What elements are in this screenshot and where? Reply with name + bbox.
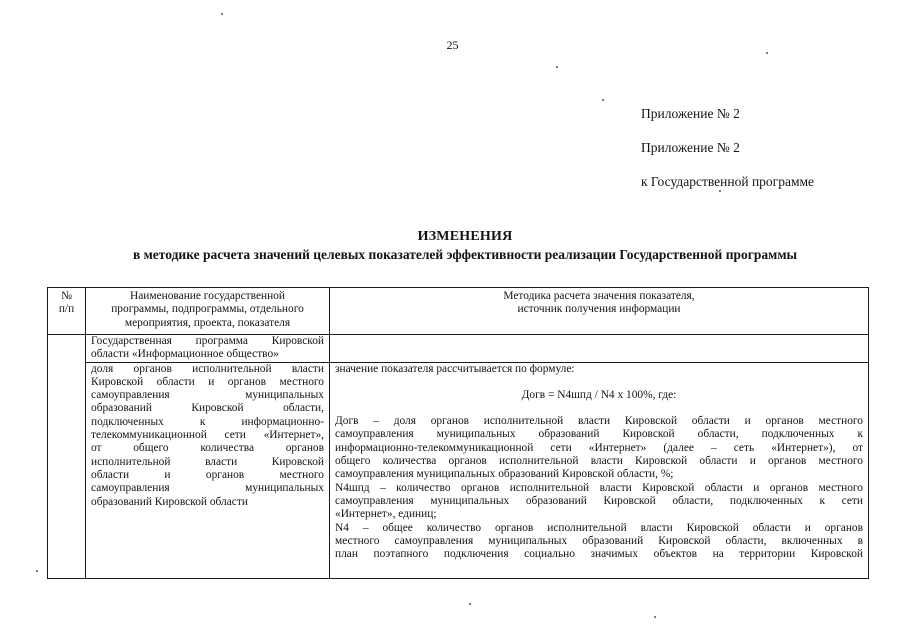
changes-table xyxy=(47,287,869,579)
table-header-row xyxy=(48,288,869,335)
document-title: ИЗМЕНЕНИЯ xyxy=(417,229,513,244)
scan-speck xyxy=(766,52,768,54)
definition-n4shpd: N4шпд – количество органов исполнительной власти Кировской области и органов местного самоуправления муниципальных образований Кировской области, подключенных к сети «Интернет», единиц; xyxy=(335,481,863,521)
scan-speck xyxy=(654,616,656,618)
table-row-program xyxy=(48,335,869,363)
header-name: Наименование государственной программы, подпрограммы, отдельного мероприятия, проекта, показателя xyxy=(86,288,330,335)
scan-speck xyxy=(602,99,604,101)
document-subtitle: в методике расчета значений целевых показателей эффективности реализации Государственной программы xyxy=(132,247,798,262)
appendix-line-1: Приложение № 2 xyxy=(641,106,740,121)
method-intro: значение показателя рассчитывается по формуле: xyxy=(335,362,575,375)
program-method-cell xyxy=(330,335,869,363)
page-number: 25 xyxy=(446,38,459,52)
scan-speck xyxy=(556,66,558,68)
scan-speck xyxy=(719,190,721,192)
definition-n4: N4 – общее количество органов исполнительной власти Кировской области и органов местного самоуправления муниципальных образований Кировской области, включенных в план поэтапного подключения социально значимых объектов на территории Кировской xyxy=(335,521,863,561)
table-row-indicator xyxy=(48,362,869,578)
scan-speck xyxy=(36,570,38,572)
header-method: Методика расчета значения показателя, источник получения информации xyxy=(330,288,869,335)
row-number-cell xyxy=(48,335,86,579)
appendix-line-2: Приложение № 2 xyxy=(641,140,740,155)
appendix-line-3: к Государственной программе xyxy=(641,174,815,189)
header-number: № п/п xyxy=(48,288,86,335)
scan-speck xyxy=(221,13,223,15)
indicator-method-cell xyxy=(330,362,869,578)
definition-dogv: Догв – доля органов исполнительной власти Кировской области и органов местного самоуправления муниципальных образований Кировской области, подключенных к информационно-телекоммуникационной сети «Интернет» (далее – сеть «Интернет»), от общего количества органов исполнительной власти Кировской области и органов местного самоуправления муниципальных образований Кировской области, %; xyxy=(335,415,863,481)
formula: Догв = N4шпд / N4 х 100%, где: xyxy=(521,388,677,401)
scan-speck xyxy=(469,603,471,605)
program-name-cell: Государственная программа Кировской области «Информационное общество» xyxy=(86,335,330,363)
indicator-name-cell: доля органов исполнительной власти Кировской области и органов местного самоуправления муниципальных образований Кировской области, подключенных к информационно- телекоммуникационной сети «Интернет», от общего количества органов исполнительной власти Кировской области и органов местного самоуправления муниципальных образований Кировской области xyxy=(86,362,330,578)
